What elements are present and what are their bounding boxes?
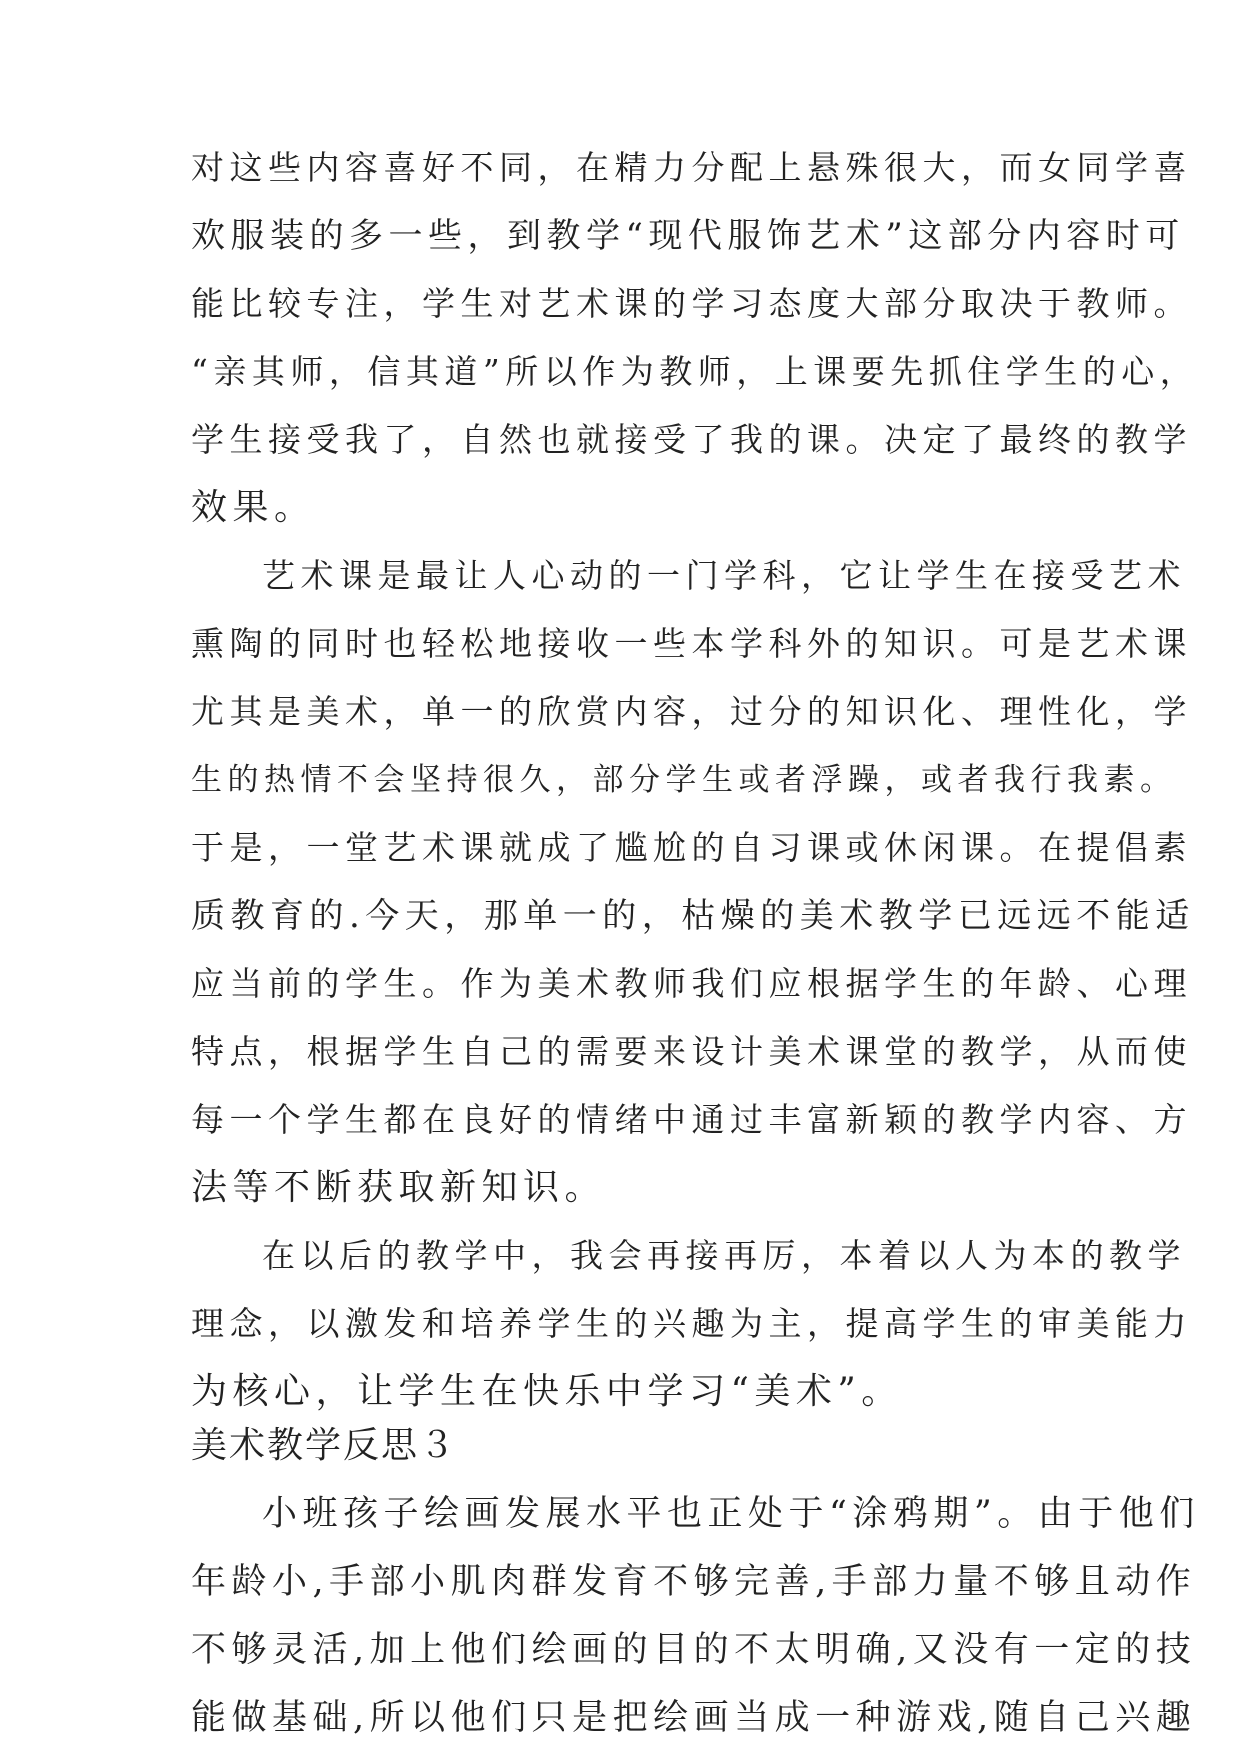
text-line: “亲其师，信其道”所以作为教师，上课要先抓住学生的心， (191, 352, 1199, 391)
paragraph-first-line: 小班孩子绘画发展水平也正处于“涂鸦期”。由于他们 (262, 1494, 1200, 1534)
section-heading: 美术教学反思３ (191, 1425, 458, 1466)
text-line: 熏陶的同时也轻松地接收一些本学科外的知识。可是艺术课 (191, 624, 1192, 663)
text-line: 能做基础,所以他们只是把绘画当成一种游戏,随自己兴趣 (191, 1698, 1197, 1738)
text-line: 年龄小,手部小肌肉群发育不够完善,手部力量不够且动作 (191, 1562, 1197, 1602)
text-line: 应当前的学生。作为美术教师我们应根据学生的年龄、心理 (191, 964, 1192, 1003)
text-line: 质教育的.今天，那单一的，枯燥的美术教学已远远不能适 (191, 896, 1195, 936)
text-line: 学生接受我了，自然也就接受了我的课。决定了最终的教学 (191, 420, 1192, 459)
text-line: 尤其是美术，单一的欣赏内容，过分的知识化、理性化，学 (191, 692, 1192, 731)
text-line: 法等不断获取新知识。 (191, 1167, 607, 1208)
text-line: 于是，一堂艺术课就成了尴尬的自习课或休闲课。在提倡素 (191, 828, 1192, 867)
text-line: 对这些内容喜好不同，在精力分配上悬殊很大，而女同学喜 (191, 148, 1192, 187)
text-line: 欢服装的多一些，到教学“现代服饰艺术”这部分内容时可 (191, 216, 1185, 256)
paragraph-first-line: 在以后的教学中，我会再接再厉，本着以人为本的教学 (262, 1236, 1186, 1275)
text-line: 效果。 (191, 487, 316, 528)
text-line: 每一个学生都在良好的情绪中通过丰富新颖的教学内容、方 (191, 1100, 1192, 1139)
text-line: 能比较专注，学生对艺术课的学习态度大部分取决于教师。 (191, 284, 1192, 323)
text-line: 不够灵活,加上他们绘画的目的不太明确,又没有一定的技 (191, 1630, 1197, 1670)
text-line: 为核心，让学生在快乐中学习“美术”。 (191, 1371, 903, 1412)
text-line: 特点，根据学生自己的需要来设计美术课堂的教学，从而使 (191, 1032, 1192, 1071)
text-line: 生的热情不会坚持很久，部分学生或者浮躁，或者我行我素。 (191, 762, 1177, 798)
text-line: 理念，以激发和培养学生的兴趣为主，提高学生的审美能力 (191, 1304, 1192, 1343)
paragraph-first-line: 艺术课是最让人心动的一门学科，它让学生在接受艺术 (262, 556, 1186, 595)
